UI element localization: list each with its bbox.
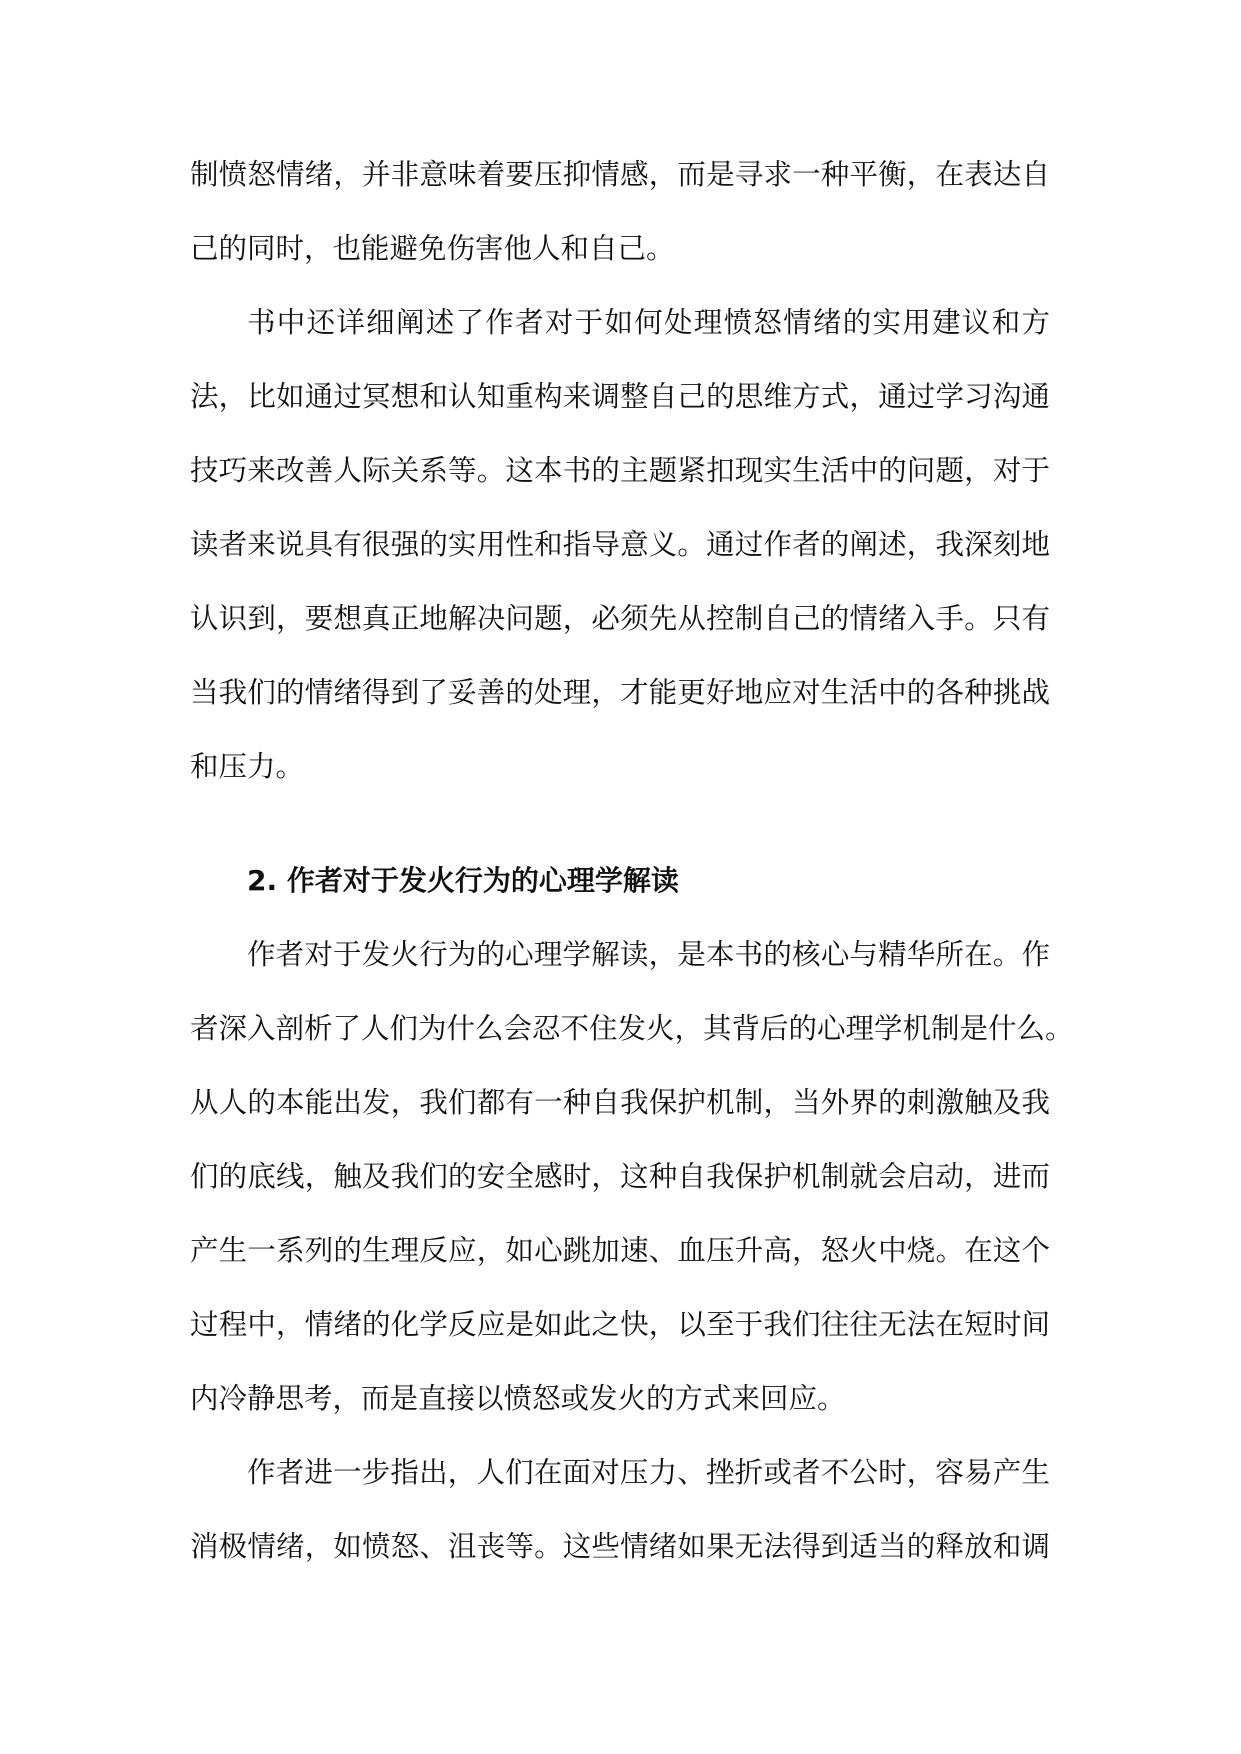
section-heading: 2. 作者对于发火行为的心理学解读 (247, 864, 679, 897)
text-line: 过程中，情绪的化学反应是如此之快，以至于我们往往无法在短时间 (190, 1308, 1050, 1341)
text-line: 产生一系列的生理反应，如心跳加速、血压升高，怒火中烧。在这个 (190, 1234, 1050, 1267)
text-line: 当我们的情绪得到了妥善的处理，才能更好地应对生活中的各种挑战 (190, 676, 1050, 709)
text-line: 法，比如通过冥想和认知重构来调整自己的思维方式，通过学习沟通 (190, 380, 1050, 413)
document-page (190, 138, 1074, 1584)
text-line: 制愤怒情绪，并非意味着要压抑情感，而是寻求一种平衡，在表达自 (190, 158, 1050, 191)
text-line: 从人的本能出发，我们都有一种自我保护机制，当外界的刺激触及我 (190, 1086, 1050, 1119)
text-line: 们的底线，触及我们的安全感时，这种自我保护机制就会启动，进而 (190, 1160, 1050, 1193)
text-line: 内冷静思考，而是直接以愤怒或发火的方式来回应。 (190, 1382, 846, 1415)
text-line: 消极情绪，如愤怒、沮丧等。这些情绪如果无法得到适当的释放和调 (190, 1530, 1050, 1563)
text-line: 读者来说具有很强的实用性和指导意义。通过作者的阐述，我深刻地 (190, 528, 1050, 561)
text-line: 作者对于发火行为的心理学解读，是本书的核心与精华所在。作 (247, 938, 1050, 971)
text-line: 己的同时，也能避免伤害他人和自己。 (190, 232, 675, 265)
text-line: 认识到，要想真正地解决问题，必须先从控制自己的情绪入手。只有 (190, 602, 1050, 635)
text-line: 和压力。 (190, 750, 305, 783)
text-line: 书中还详细阐述了作者对于如何处理愤怒情绪的实用建议和方 (247, 306, 1050, 339)
text-line: 者深入剖析了人们为什么会忍不住发火，其背后的心理学机制是什么。 (190, 1012, 1074, 1045)
text-line: 作者进一步指出，人们在面对压力、挫折或者不公时，容易产生 (247, 1456, 1050, 1489)
text-line: 技巧来改善人际关系等。这本书的主题紧扣现实生活中的问题，对于 (190, 454, 1050, 487)
